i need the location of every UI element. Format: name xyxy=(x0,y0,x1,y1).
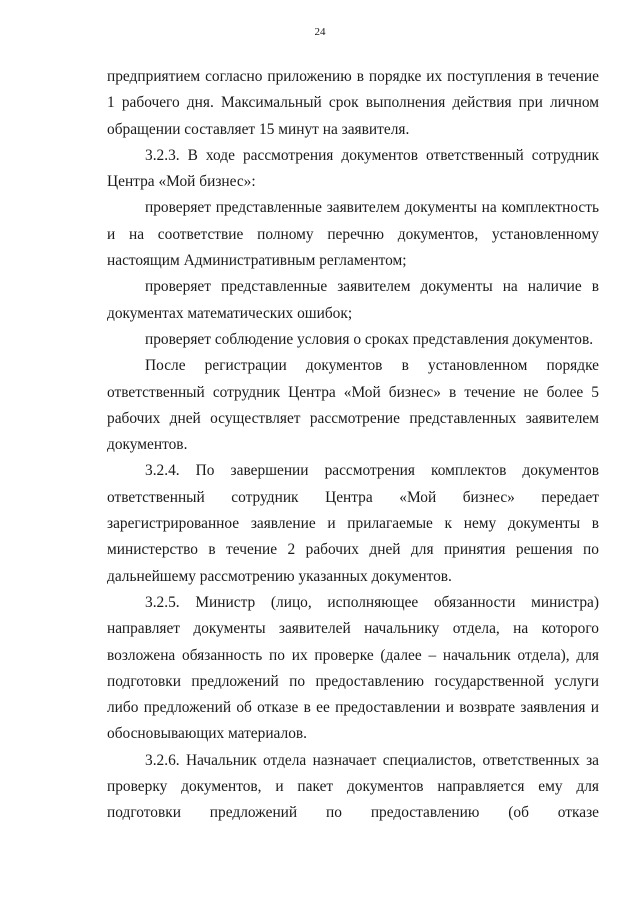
paragraph-3-2-3: 3.2.3. В ходе рассмотрения документов ответственный сотрудник Центра «Мой бизнес»: xyxy=(107,146,599,191)
page-number: 24 xyxy=(314,26,326,38)
paragraph-check-deadlines: проверяет соблюдение условия о сроках представления документов. xyxy=(145,330,594,348)
paragraph-after-registration: После регистрации документов в установленном порядке ответственный сотрудник Центра «Мой бизнес» в течение не более 5 рабочих дней осуществляет рассмотрение представленных заявителем документов. xyxy=(107,357,599,454)
paragraph-3-2-5: 3.2.5. Министр (лицо, исполняющее обязанности министра) направляет документы заявителей начальнику отдела, на которого возложена обязанность по их проверке (далее – начальник отдела), для подготовки предложений по предоставлению государственной услуги либо предложений об отказе в ее предоставлении и возврате заявления и обосновывающих материалов. xyxy=(107,593,599,743)
paragraph-check-completeness: проверяет представленные заявителем документы на комплектность и на соответствие полному перечню документов, установленному настоящим Административным регламентом; xyxy=(107,199,599,270)
paragraph-3-2-6: 3.2.6. Начальник отдела назначает специалистов, ответственных за проверку документов, и пакет документов направляется ему для подготовки предложений по предоставлению (об отказе xyxy=(107,751,599,822)
paragraph-3-2-4: 3.2.4. По завершении рассмотрения комплектов документов ответственный сотрудник Центра «Мой бизнес» передает зарегистрированное заявление и прилагаемые к нему документы в министерство в течение 2 рабочих дней для принятия решения по дальнейшему рассмотрению указанных документов. xyxy=(107,462,599,585)
paragraph-continuation: предприятием согласно приложению в порядке их поступления в течение 1 рабочего дня. Максимальный срок выполнения действия при личном обращении составляет 15 минут на заявителя. xyxy=(107,68,599,138)
paragraph-check-math-errors: проверяет представленные заявителем документы на наличие в документах математических ошибок; xyxy=(107,278,599,322)
document-body xyxy=(107,64,599,827)
